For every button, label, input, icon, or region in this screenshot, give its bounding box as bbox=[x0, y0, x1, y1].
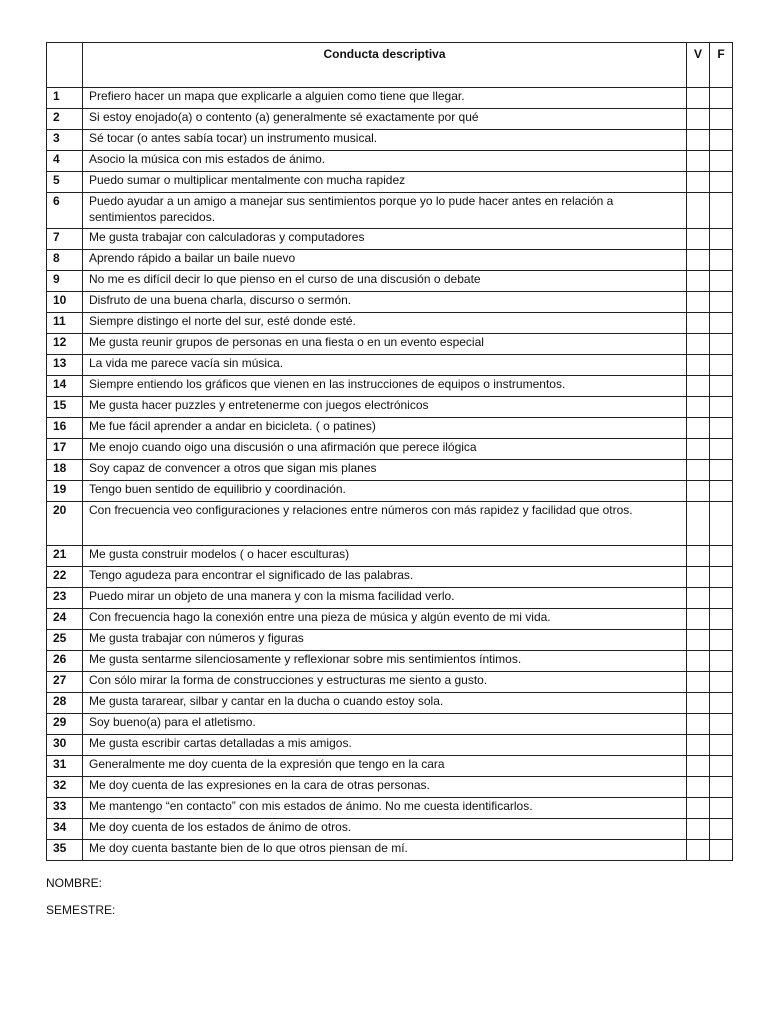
true-answer-cell[interactable] bbox=[687, 819, 710, 840]
item-number: 7 bbox=[47, 229, 83, 250]
true-answer-cell[interactable] bbox=[687, 588, 710, 609]
table-row bbox=[47, 250, 733, 271]
item-number: 19 bbox=[47, 481, 83, 502]
true-answer-cell[interactable] bbox=[687, 229, 710, 250]
true-answer-cell[interactable] bbox=[687, 193, 710, 229]
item-number: 10 bbox=[47, 292, 83, 313]
item-statement: Me enojo cuando oigo una discusión o una afirmación que perece ilógica bbox=[83, 439, 687, 460]
false-answer-cell[interactable] bbox=[710, 756, 733, 777]
item-statement: No me es difícil decir lo que pienso en el curso de una discusión o debate bbox=[83, 271, 687, 292]
item-statement: Me doy cuenta bastante bien de lo que otros piensan de mí. bbox=[83, 840, 687, 861]
table-row bbox=[47, 397, 733, 418]
true-answer-cell[interactable] bbox=[687, 567, 710, 588]
false-answer-cell[interactable] bbox=[710, 588, 733, 609]
item-number: 30 bbox=[47, 735, 83, 756]
item-statement: Puedo ayudar a un amigo a manejar sus sentimientos porque yo lo pude hacer antes en relación a sentimientos parecidos. bbox=[83, 193, 687, 229]
item-statement: Me gusta escribir cartas detalladas a mis amigos. bbox=[83, 735, 687, 756]
true-answer-cell[interactable] bbox=[687, 735, 710, 756]
item-statement: Me gusta reunir grupos de personas en una fiesta o en un evento especial bbox=[83, 334, 687, 355]
item-statement: Me gusta sentarme silenciosamente y reflexionar sobre mis sentimientos íntimos. bbox=[83, 651, 687, 672]
true-answer-cell[interactable] bbox=[687, 609, 710, 630]
true-answer-cell[interactable] bbox=[687, 109, 710, 130]
table-row bbox=[47, 735, 733, 756]
table-row bbox=[47, 271, 733, 292]
true-answer-cell[interactable] bbox=[687, 88, 710, 109]
item-statement: Me gusta trabajar con números y figuras bbox=[83, 630, 687, 651]
table-row bbox=[47, 130, 733, 151]
item-number: 33 bbox=[47, 798, 83, 819]
table-row bbox=[47, 502, 733, 546]
item-statement: Soy capaz de convencer a otros que sigan mis planes bbox=[83, 460, 687, 481]
item-number: 27 bbox=[47, 672, 83, 693]
item-statement: Me gusta construir modelos ( o hacer esculturas) bbox=[83, 546, 687, 567]
false-answer-cell[interactable] bbox=[710, 651, 733, 672]
true-answer-cell[interactable] bbox=[687, 250, 710, 271]
item-statement: La vida me parece vacía sin música. bbox=[83, 355, 687, 376]
item-statement: Me doy cuenta de los estados de ánimo de otros. bbox=[83, 819, 687, 840]
item-statement: Me gusta trabajar con calculadoras y computadores bbox=[83, 229, 687, 250]
table-row bbox=[47, 460, 733, 481]
true-answer-cell[interactable] bbox=[687, 651, 710, 672]
item-number: 22 bbox=[47, 567, 83, 588]
table-row bbox=[47, 777, 733, 798]
item-statement: Tengo agudeza para encontrar el significado de las palabras. bbox=[83, 567, 687, 588]
false-answer-cell[interactable] bbox=[710, 151, 733, 172]
item-number: 35 bbox=[47, 840, 83, 861]
table-row bbox=[47, 567, 733, 588]
true-answer-cell[interactable] bbox=[687, 172, 710, 193]
item-statement: Me gusta tararear, silbar y cantar en la ducha o cuando estoy sola. bbox=[83, 693, 687, 714]
behavior-questionnaire-table bbox=[46, 42, 733, 861]
item-statement: Con sólo mirar la forma de construcciones y estructuras me siento a gusto. bbox=[83, 672, 687, 693]
item-statement: Con frecuencia veo configuraciones y relaciones entre números con más rapidez y facilidad que otros. bbox=[83, 502, 687, 546]
table-row bbox=[47, 588, 733, 609]
table-row bbox=[47, 439, 733, 460]
table-row bbox=[47, 693, 733, 714]
table-row bbox=[47, 355, 733, 376]
number-column-header bbox=[47, 43, 83, 88]
true-column-header: V bbox=[687, 43, 710, 88]
false-answer-cell[interactable] bbox=[710, 88, 733, 109]
false-answer-cell[interactable] bbox=[710, 355, 733, 376]
item-statement: Si estoy enojado(a) o contento (a) generalmente sé exactamente por qué bbox=[83, 109, 687, 130]
true-answer-cell[interactable] bbox=[687, 693, 710, 714]
true-answer-cell[interactable] bbox=[687, 376, 710, 397]
table-row bbox=[47, 546, 733, 567]
true-answer-cell[interactable] bbox=[687, 798, 710, 819]
item-number: 18 bbox=[47, 460, 83, 481]
item-statement: Sé tocar (o antes sabía tocar) un instrumento musical. bbox=[83, 130, 687, 151]
table-row bbox=[47, 292, 733, 313]
table-row bbox=[47, 756, 733, 777]
item-number: 6 bbox=[47, 193, 83, 229]
true-answer-cell[interactable] bbox=[687, 355, 710, 376]
true-answer-cell[interactable] bbox=[687, 271, 710, 292]
true-answer-cell[interactable] bbox=[687, 481, 710, 502]
item-number: 24 bbox=[47, 609, 83, 630]
true-answer-cell[interactable] bbox=[687, 130, 710, 151]
false-answer-cell[interactable] bbox=[710, 840, 733, 861]
behavior-column-header: Conducta descriptiva bbox=[83, 43, 687, 88]
false-answer-cell[interactable] bbox=[710, 250, 733, 271]
item-statement: Siempre entiendo los gráficos que vienen en las instrucciones de equipos o instrumentos. bbox=[83, 376, 687, 397]
item-number: 9 bbox=[47, 271, 83, 292]
true-answer-cell[interactable] bbox=[687, 334, 710, 355]
false-answer-cell[interactable] bbox=[710, 630, 733, 651]
false-answer-cell[interactable] bbox=[710, 481, 733, 502]
true-answer-cell[interactable] bbox=[687, 151, 710, 172]
true-answer-cell[interactable] bbox=[687, 439, 710, 460]
table-row bbox=[47, 418, 733, 439]
table-row bbox=[47, 798, 733, 819]
true-answer-cell[interactable] bbox=[687, 397, 710, 418]
item-statement: Generalmente me doy cuenta de la expresión que tengo en la cara bbox=[83, 756, 687, 777]
false-answer-cell[interactable] bbox=[710, 313, 733, 334]
item-number: 25 bbox=[47, 630, 83, 651]
item-number: 23 bbox=[47, 588, 83, 609]
item-statement: Me fue fácil aprender a andar en bicicleta. ( o patines) bbox=[83, 418, 687, 439]
false-answer-cell[interactable] bbox=[710, 693, 733, 714]
item-number: 5 bbox=[47, 172, 83, 193]
false-answer-cell[interactable] bbox=[710, 439, 733, 460]
true-answer-cell[interactable] bbox=[687, 630, 710, 651]
true-answer-cell[interactable] bbox=[687, 672, 710, 693]
false-answer-cell[interactable] bbox=[710, 777, 733, 798]
false-answer-cell[interactable] bbox=[710, 798, 733, 819]
false-answer-cell[interactable] bbox=[710, 418, 733, 439]
table-row bbox=[47, 714, 733, 735]
item-number: 11 bbox=[47, 313, 83, 334]
item-statement: Asocio la música con mis estados de ánimo. bbox=[83, 151, 687, 172]
item-number: 31 bbox=[47, 756, 83, 777]
item-statement: Me mantengo “en contacto” con mis estados de ánimo. No me cuesta identificarlos. bbox=[83, 798, 687, 819]
false-answer-cell[interactable] bbox=[710, 567, 733, 588]
true-answer-cell[interactable] bbox=[687, 546, 710, 567]
table-row bbox=[47, 151, 733, 172]
table-row bbox=[47, 229, 733, 250]
true-answer-cell[interactable] bbox=[687, 460, 710, 481]
false-answer-cell[interactable] bbox=[710, 109, 733, 130]
item-number: 29 bbox=[47, 714, 83, 735]
table-row bbox=[47, 609, 733, 630]
table-row bbox=[47, 376, 733, 397]
false-answer-cell[interactable] bbox=[710, 546, 733, 567]
false-answer-cell[interactable] bbox=[710, 609, 733, 630]
name-label: NOMBRE: bbox=[46, 876, 103, 890]
item-number: 16 bbox=[47, 418, 83, 439]
table-row bbox=[47, 630, 733, 651]
false-answer-cell[interactable] bbox=[710, 229, 733, 250]
false-answer-cell[interactable] bbox=[710, 460, 733, 481]
item-number: 1 bbox=[47, 88, 83, 109]
questionnaire-body bbox=[47, 88, 733, 861]
false-answer-cell[interactable] bbox=[710, 502, 733, 546]
table-row bbox=[47, 651, 733, 672]
item-number: 32 bbox=[47, 777, 83, 798]
item-number: 21 bbox=[47, 546, 83, 567]
true-answer-cell[interactable] bbox=[687, 418, 710, 439]
item-number: 13 bbox=[47, 355, 83, 376]
true-answer-cell[interactable] bbox=[687, 756, 710, 777]
semester-label: SEMESTRE: bbox=[46, 903, 116, 917]
false-answer-cell[interactable] bbox=[710, 172, 733, 193]
item-statement: Disfruto de una buena charla, discurso o sermón. bbox=[83, 292, 687, 313]
table-row bbox=[47, 481, 733, 502]
item-number: 20 bbox=[47, 502, 83, 546]
item-number: 8 bbox=[47, 250, 83, 271]
true-answer-cell[interactable] bbox=[687, 502, 710, 546]
item-statement: Me doy cuenta de las expresiones en la cara de otras personas. bbox=[83, 777, 687, 798]
item-number: 34 bbox=[47, 819, 83, 840]
item-number: 2 bbox=[47, 109, 83, 130]
table-header-row bbox=[47, 43, 733, 88]
table-row bbox=[47, 109, 733, 130]
true-answer-cell[interactable] bbox=[687, 840, 710, 861]
false-answer-cell[interactable] bbox=[710, 334, 733, 355]
item-number: 28 bbox=[47, 693, 83, 714]
table-row bbox=[47, 334, 733, 355]
item-statement: Prefiero hacer un mapa que explicarle a alguien como tiene que llegar. bbox=[83, 88, 687, 109]
false-answer-cell[interactable] bbox=[710, 292, 733, 313]
item-statement: Puedo mirar un objeto de una manera y con la misma facilidad verlo. bbox=[83, 588, 687, 609]
true-answer-cell[interactable] bbox=[687, 714, 710, 735]
true-answer-cell[interactable] bbox=[687, 292, 710, 313]
item-statement: Aprendo rápido a bailar un baile nuevo bbox=[83, 250, 687, 271]
table-row bbox=[47, 819, 733, 840]
item-number: 15 bbox=[47, 397, 83, 418]
table-row bbox=[47, 193, 733, 229]
item-number: 17 bbox=[47, 439, 83, 460]
item-statement: Con frecuencia hago la conexión entre una pieza de música y algún evento de mi vida. bbox=[83, 609, 687, 630]
false-answer-cell[interactable] bbox=[710, 735, 733, 756]
item-number: 14 bbox=[47, 376, 83, 397]
item-statement: Tengo buen sentido de equilibrio y coordinación. bbox=[83, 481, 687, 502]
false-answer-cell[interactable] bbox=[710, 271, 733, 292]
true-answer-cell[interactable] bbox=[687, 777, 710, 798]
item-statement: Puedo sumar o multiplicar mentalmente con mucha rapidez bbox=[83, 172, 687, 193]
item-number: 26 bbox=[47, 651, 83, 672]
true-answer-cell[interactable] bbox=[687, 313, 710, 334]
table-row bbox=[47, 88, 733, 109]
item-statement: Soy bueno(a) para el atletismo. bbox=[83, 714, 687, 735]
false-answer-cell[interactable] bbox=[710, 193, 733, 229]
table-row bbox=[47, 172, 733, 193]
false-answer-cell[interactable] bbox=[710, 714, 733, 735]
item-number: 4 bbox=[47, 151, 83, 172]
false-answer-cell[interactable] bbox=[710, 376, 733, 397]
false-column-header: F bbox=[710, 43, 733, 88]
item-statement: Me gusta hacer puzzles y entretenerme con juegos electrónicos bbox=[83, 397, 687, 418]
item-number: 3 bbox=[47, 130, 83, 151]
false-answer-cell[interactable] bbox=[710, 819, 733, 840]
table-row bbox=[47, 840, 733, 861]
false-answer-cell[interactable] bbox=[710, 672, 733, 693]
item-statement: Siempre distingo el norte del sur, esté donde esté. bbox=[83, 313, 687, 334]
false-answer-cell[interactable] bbox=[710, 397, 733, 418]
false-answer-cell[interactable] bbox=[710, 130, 733, 151]
table-row bbox=[47, 313, 733, 334]
item-number: 12 bbox=[47, 334, 83, 355]
table-row bbox=[47, 672, 733, 693]
